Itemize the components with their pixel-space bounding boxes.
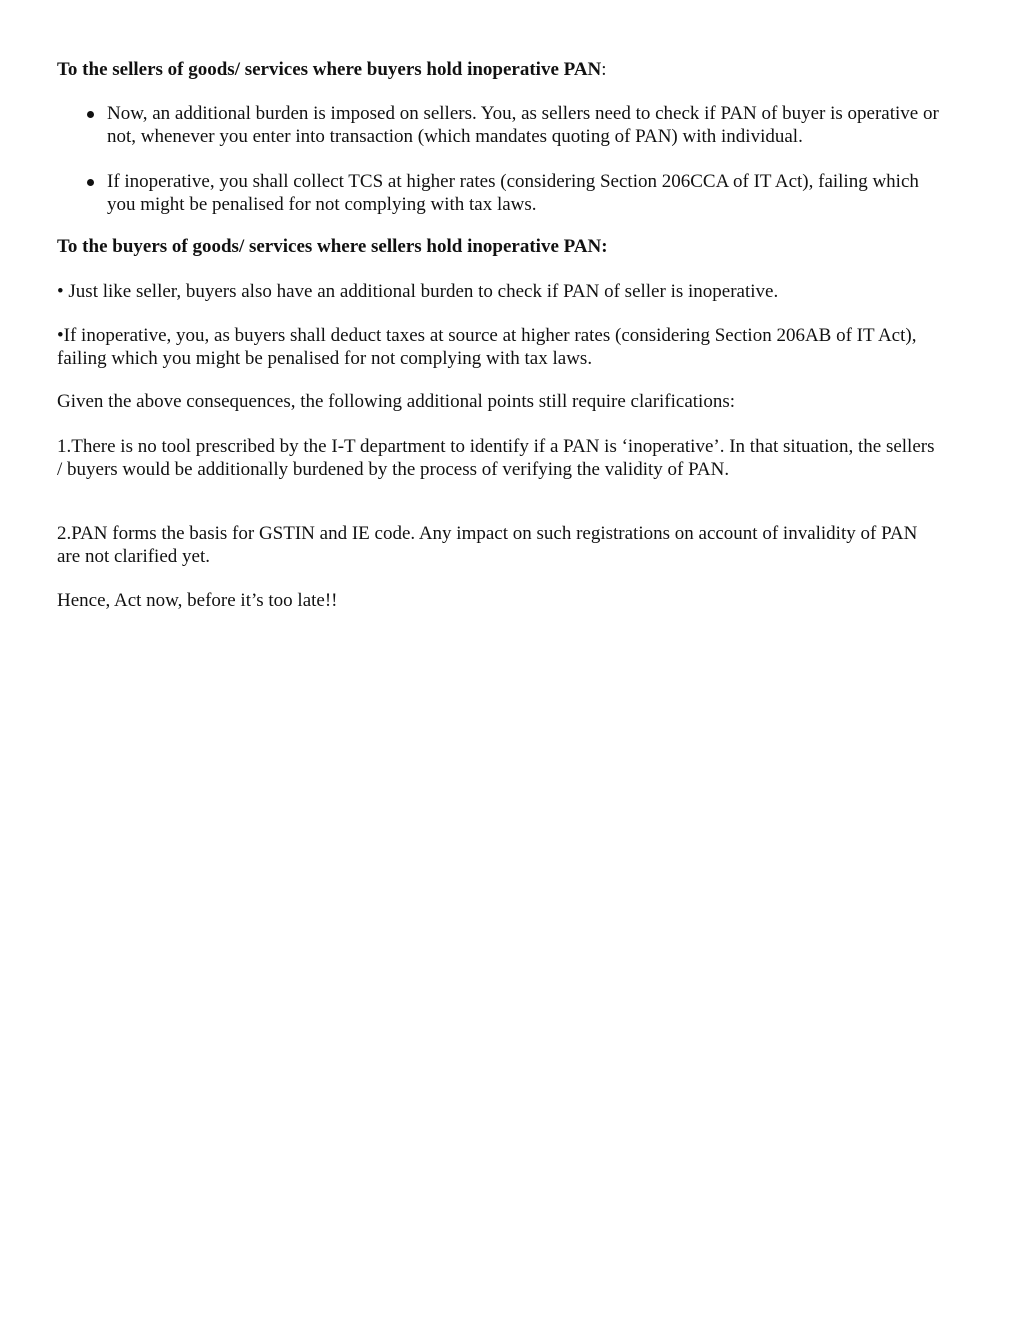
bullet-dot-icon bbox=[87, 111, 94, 118]
bullet-dot-icon bbox=[87, 179, 94, 186]
buyers-heading: To the buyers of goods/ services where sellers hold inoperative PAN: bbox=[57, 236, 608, 257]
sellers-heading bbox=[57, 58, 957, 81]
sellers-heading-text: To the sellers of goods/ services where buyers hold inoperative PAN bbox=[57, 59, 602, 80]
sellers-bullet-1-text: Now, an additional burden is imposed on sellers. You, as sellers need to check if PAN of buyer is operative or not, whenever you enter into transaction (which mandates quoting of PAN) with individual. bbox=[107, 103, 939, 147]
sellers-bullet-2 bbox=[107, 170, 927, 216]
buyers-point-2: •If inoperative, you, as buyers shall deduct taxes at source at higher rates (considering Section 206AB of IT Act), failing which you might be penalised for not complying with tax laws. bbox=[57, 325, 917, 369]
sellers-bullet-1 bbox=[107, 102, 957, 148]
buyers-point-1: • Just like seller, buyers also have an additional burden to check if PAN of seller is inoperative. bbox=[57, 281, 779, 302]
closing-line: Hence, Act now, before it’s too late!! bbox=[57, 590, 338, 611]
sellers-heading-colon: : bbox=[601, 59, 607, 80]
sellers-bullet-2-text: If inoperative, you shall collect TCS at higher rates (considering Section 206CCA of IT Act), failing which you might be penalised for not complying with tax laws. bbox=[107, 171, 919, 215]
clarification-point-1: 1.There is no tool prescribed by the I-T department to identify if a PAN is ‘inoperative’. In that situation, the sellers / buyers would be additionally burdened by the process of verifying the validity of PAN. bbox=[57, 436, 935, 480]
clarifications-intro: Given the above consequences, the following additional points still require clarifications: bbox=[57, 391, 736, 412]
clarification-point-2: 2.PAN forms the basis for GSTIN and IE code. Any impact on such registrations on account of invalidity of PAN are not clarified yet. bbox=[57, 523, 918, 567]
